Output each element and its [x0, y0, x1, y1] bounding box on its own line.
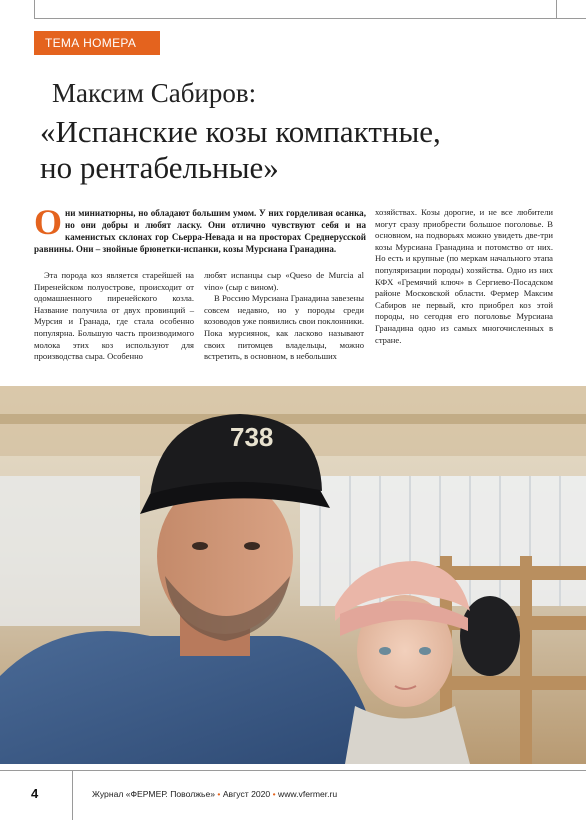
article-photo	[0, 386, 586, 764]
cap-number: 738	[230, 422, 274, 452]
article-column-3	[375, 207, 553, 346]
column-2-paragraph-1: любят испанцы сыр «Queso de Murcia al vino» (сыр с вином).	[204, 270, 364, 292]
footer-info	[92, 789, 337, 799]
footer-separator: •	[217, 789, 221, 799]
article-title-quote-line1: «Испанские козы компактные,	[40, 114, 441, 149]
top-border-right	[556, 0, 557, 18]
column-1-text: Эта порода коз является старейшей на Пиренейском полуострове, происходит от одомашненного пиренейского козла. Название получила от двух провинций – Мурсия и Гранада, где стала особенно популярна. Большую часть производимого молока этих коз используют для производства сыра. Особенно	[34, 270, 194, 362]
section-tag	[34, 31, 160, 55]
footer-divider	[72, 770, 73, 820]
article-column-1	[34, 270, 194, 363]
footer-border	[0, 770, 586, 771]
footer-journal: Журнал «ФЕРМЕР. Поволжье»	[92, 789, 216, 799]
article-lead	[34, 202, 366, 255]
column-3-text: хозяйствах. Козы дорогие, и не все любители могут сразу приобрести большое поголовье. В основном, на подворьях можно увидеть две-три козы Мурсиана Гранадина и потомство от них. Но есть и крупные (по меркам начального этапа популяризации породы) хозяйства. Одно из них КФХ «Гремячий ключ» в Сергиево-Посадском районе Московской области. Фермер Максим Сабиров не первый, кто приобрел коз этой породы, но сегодня его поголовье Мурсиана Гранадина одно из самых многочисленных в стране.	[375, 207, 553, 345]
article-title-name: Максим Сабиров:	[52, 78, 257, 108]
photo-farmer-and-daughter	[0, 386, 586, 764]
page-number: 4	[31, 786, 39, 801]
article-title-quote-line2: но рентабельные»	[40, 150, 279, 185]
lead-dropcap: О	[34, 202, 63, 242]
article-column-2	[204, 270, 364, 363]
top-border-left	[34, 0, 35, 18]
lead-text: ни миниатюрны, но обладают большим умом. У них горделивая осанка, но они добры и любят ласку. Они отлично чувствуют себя и на каменистых склонах гор Сьерра-Невада и на просторах Среднерусской равнины. Они – знойные брюнетки-испанки, козы Мурсиана Гранадина.	[34, 208, 366, 255]
footer-website[interactable]: www.vfermer.ru	[277, 789, 338, 799]
article-title-quote	[40, 114, 580, 186]
section-tag-label: ТЕМА НОМЕРА	[45, 36, 137, 50]
top-border	[34, 18, 586, 19]
footer-issue: Август 2020	[222, 789, 271, 799]
column-2-paragraph-2: В Россию Мурсиана Гранадина завезены совсем недавно, но у породы среди козоводов уже появились свои поклонники. Пока мурсиянок, как ласково называют своих питомцев владельцы, можно встретить, в основном, в небольших	[204, 293, 364, 362]
footer-separator: •	[272, 789, 276, 799]
